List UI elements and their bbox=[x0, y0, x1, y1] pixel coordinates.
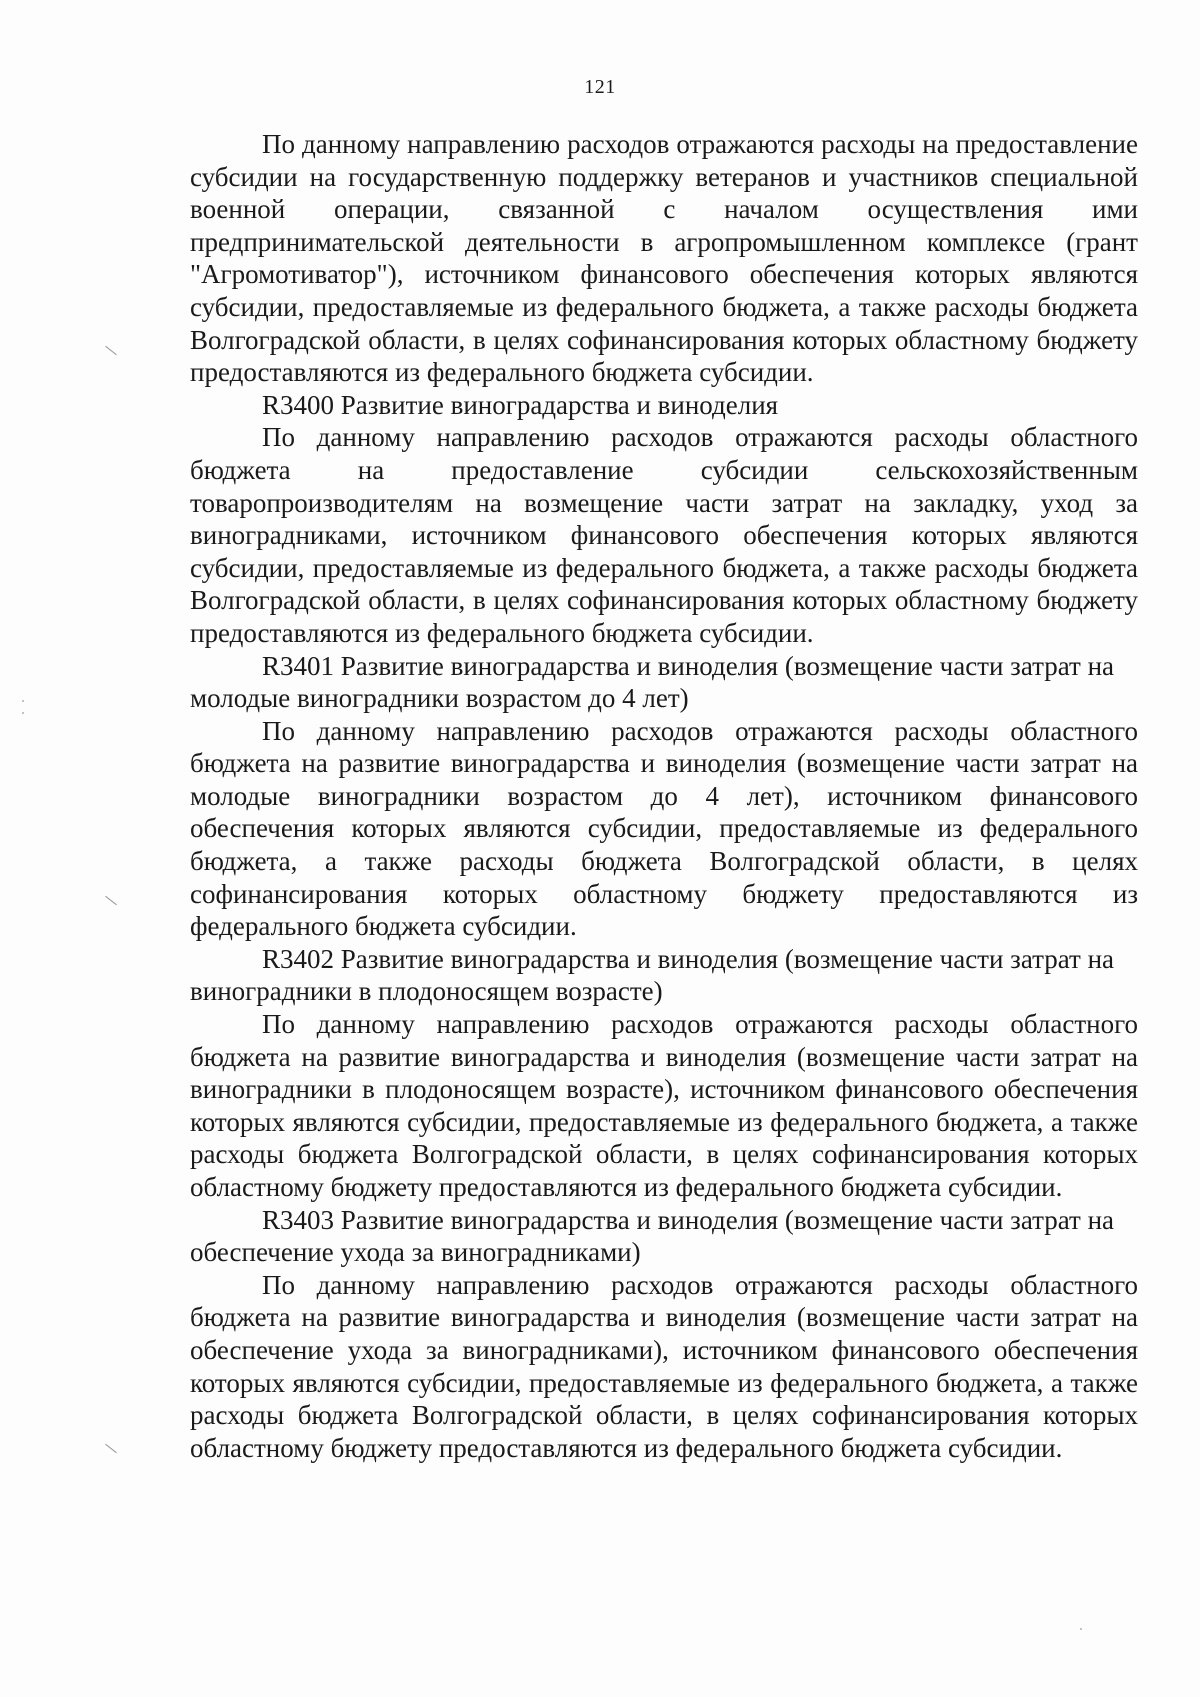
section-heading-r3401: R3401 Развитие виноградарства и виноделия (возмещение части затрат на молодые виноградники возрастом до 4 лет) bbox=[190, 650, 1115, 714]
paragraph-r3400: По данному направлению расходов отражаются расходы областного бюджета на предоставление субсидии сельскохозяйственным товаропроизводителям на возмещение части затрат на закладку, уход за виноградниками, источником финансового обеспечения которых являются субсидии, предоставляемые из федерального бюджета, а также расходы бюджета Волгоградской области, в целях софинансирования которых областному бюджету предоставляются из федерального бюджета субсидии. bbox=[190, 422, 1138, 648]
paragraph-r3402: По данному направлению расходов отражаются расходы областного бюджета на развитие виноградарства и виноделия (возмещение части затрат на виноградники в плодоносящем возрасте), источником финансового обеспечения которых являются субсидии, предоставляемые из федерального бюджета, а также расходы бюджета Волгоградской области, в целях софинансирования которых областному бюджету предоставляются из федерального бюджета субсидии. bbox=[190, 1009, 1138, 1202]
scan-artifact bbox=[1080, 1628, 1082, 1630]
page-number: 121 bbox=[584, 76, 616, 98]
scan-artifact bbox=[105, 1444, 117, 1453]
scan-artifact bbox=[22, 712, 24, 714]
section-heading-r3402: R3402 Развитие виноградарства и виноделия (возмещение части затрат на виноградники в плодоносящем возрасте) bbox=[190, 943, 1115, 1007]
section-heading-r3403: R3403 Развитие виноградарства и виноделия (возмещение части затрат на обеспечение ухода за виноградниками) bbox=[190, 1204, 1115, 1268]
scan-artifact bbox=[105, 346, 117, 355]
paragraph-r3401: По данному направлению расходов отражаются расходы областного бюджета на развитие виноградарства и виноделия (возмещение части затрат на молодые виноградники возрастом до 4 лет), источником финансового обеспечения которых являются субсидии, предоставляемые из федерального бюджета, а также расходы бюджета Волгоградской области, в целях софинансирования которых областному бюджету предоставляются из федерального бюджета субсидии. bbox=[190, 715, 1138, 942]
document-body bbox=[190, 128, 1138, 1464]
scan-artifact bbox=[22, 700, 24, 702]
section-heading-r3400: R3400 Развитие виноградарства и виноделия bbox=[262, 389, 779, 420]
scan-artifact bbox=[105, 896, 117, 905]
paragraph-r3403: По данному направлению расходов отражаются расходы областного бюджета на развитие виноградарства и виноделия (возмещение части затрат на обеспечение ухода за виноградниками), источником финансового обеспечения которых являются субсидии, предоставляемые из федерального бюджета, а также расходы бюджета Волгоградской области, в целях софинансирования которых областному бюджету предоставляются из федерального бюджета субсидии. bbox=[190, 1269, 1138, 1463]
paragraph-grant-agromotivator: По данному направлению расходов отражаются расходы на предоставление субсидии на государственную поддержку ветеранов и участников специальной военной операции, связанной с началом осуществления ими предпринимательской деятельности в агропромышленном комплексе (грант "Агромотиватор"), источником финансового обеспечения которых являются субсидии, предоставляемые из федерального бюджета, а также расходы бюджета Волгоградской области, в целях софинансирования которых областному бюджету предоставляются из федерального бюджета субсидии. bbox=[190, 129, 1138, 388]
